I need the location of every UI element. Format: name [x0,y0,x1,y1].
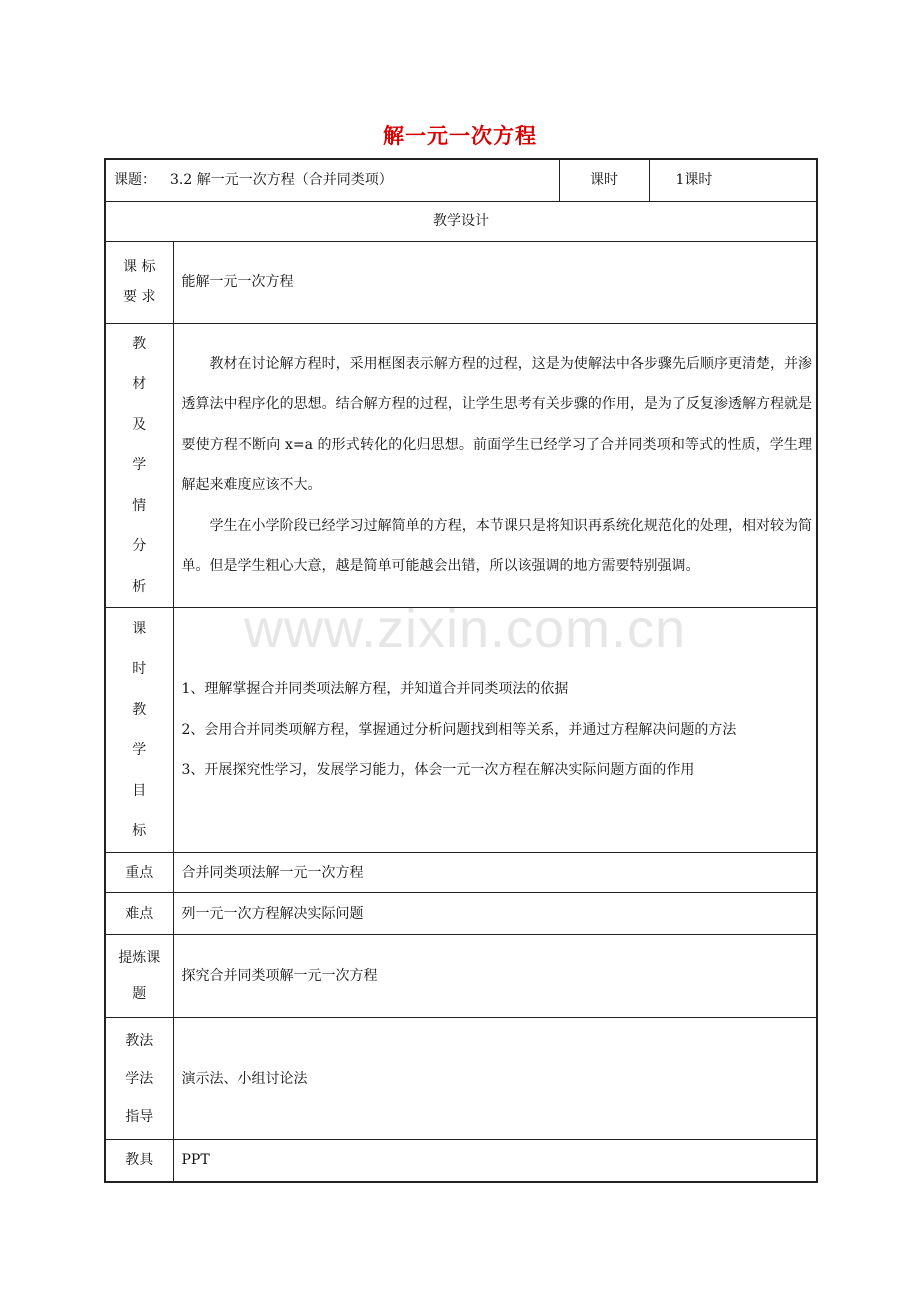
analysis-label-char: 教 [132,335,147,352]
objectives-label-char: 教 [132,701,147,718]
key-point-content: 合并同类项法解一元一次方程 [173,853,817,893]
analysis-content [173,323,817,608]
objectives-label [105,608,173,853]
objectives-label-char: 时 [132,661,147,677]
hours-value-cell [649,159,817,201]
tools-row [105,1140,817,1182]
methods-label-line: 教法 [125,1032,154,1049]
analysis-label-char: 学 [132,457,147,473]
curriculum-standard-row [105,241,817,323]
curriculum-standard-content: 能解一元一次方程 [173,241,817,323]
tools-content: PPT [173,1140,817,1182]
tools-label: 教具 [105,1140,173,1182]
lesson-plan-table [104,158,818,1183]
topic-value: 3.2 解一元一次方程（合并同类项） [170,172,393,189]
topic-refine-label-line1: 提炼课 [118,950,161,966]
objectives-label-char: 学 [132,742,147,758]
topic-refine-content: 探究合并同类项解一元一次方程 [173,935,817,1018]
analysis-paragraph-2: 学生在小学阶段已经学习过解简单的方程，本节课只是将知识再系统化规范化的处理，相对较为简单。但是学生粗心大意，越是简单可能越会出错，所以该强调的地方需要特别强调。 [181,517,812,575]
methods-label-line: 学法 [125,1070,154,1087]
objective-item: 2、会用合并同类项解方程，掌握通过分析问题找到相等关系，并通过方程解决问题的方法 [181,721,737,738]
objective-item: 1、理解掌握合并同类项法解方程，并知道合并同类项法的依据 [181,681,569,698]
document-title: 解一元一次方程 [383,123,537,148]
key-point-label: 重点 [105,853,173,893]
curriculum-standard-label-line1: 课 标 [123,259,156,275]
analysis-label-char: 分 [132,538,147,554]
key-point-row [105,853,817,893]
difficulty-label: 难点 [105,893,173,935]
objectives-label-char: 课 [132,620,147,637]
analysis-label-char: 析 [132,578,147,595]
analysis-label-char: 及 [132,416,147,433]
methods-label [105,1018,173,1140]
objectives-row [105,608,817,853]
methods-row [105,1018,817,1140]
topic-cell [105,159,559,201]
methods-label-line: 指导 [125,1108,154,1125]
topic-refine-row [105,935,817,1018]
difficulty-content: 列一元一次方程解决实际问题 [173,893,817,935]
objectives-label-char: 标 [132,823,147,839]
section-banner-row [105,201,817,241]
difficulty-row [105,893,817,935]
analysis-paragraph-1: 教材在讨论解方程时，采用框图表示解方程的过程，这是为使解法中各步骤先后顺序更清楚，并渗透算法中程序化的思想。结合解方程的过程，让学生思考有关步骤的作用，是为了反复渗透解方程就是要使方程不断向 x=a 的形式转化的化归思想。前面学生已经学习了合并同类项和等式的性质，学生理解起来难度应该不大。 [181,355,812,494]
objectives-label-char: 目 [132,782,147,799]
hours-value: 1课时 [675,172,713,189]
analysis-label-char: 情 [132,497,147,514]
topic-refine-label [105,935,173,1018]
topic-label: 课题： [114,172,156,189]
objectives-content [173,608,817,853]
header-row [105,159,817,201]
methods-content: 演示法、小组讨论法 [173,1018,817,1140]
section-banner: 教学设计 [105,201,817,241]
analysis-label-char: 材 [132,376,147,392]
curriculum-standard-label [105,241,173,323]
curriculum-standard-label-line2: 要 求 [123,289,156,305]
hours-label: 课时 [559,159,649,201]
watermark: www.zixin.com.cn [243,599,687,659]
analysis-row [105,323,817,608]
topic-refine-label-line2: 题 [132,986,147,1002]
analysis-label [105,323,173,608]
objective-item: 3、开展探究性学习，发展学习能力，体会一元一次方程在解决实际问题方面的作用 [181,762,695,779]
